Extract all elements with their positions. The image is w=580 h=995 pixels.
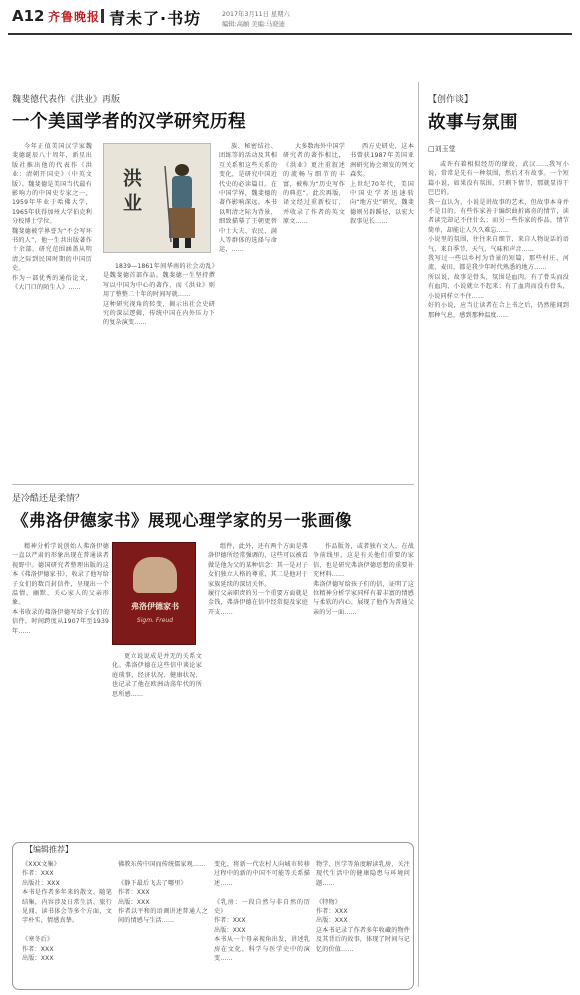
sidebar-headline: 故事与氛围 <box>428 113 518 133</box>
column-divider <box>418 82 419 987</box>
article1-col2: 1839—1861年间华南的社会动乱》是魏斐德首部作品。魏斐德一生坚持撰写以中国为中心的著作，而《洪业》则用了整整二十年的时间写就…… 这种研究视角的转变，揭示出社会史研究的深层逻辑，传统中国在内外压力下的复杂演变…… <box>103 263 215 327</box>
date-line: 2017年3月11日 星期六 <box>222 11 290 18</box>
article2-col2: 更立说说成是并无的关系文化。弗洛伊德在这些信中谈论家庭琐事、经济状况、健康状况，也记录了他在欧洲动荡年代的所思所感…… <box>112 653 202 698</box>
article1-col5: 西方史研史，这本书曾获1987年美国亚洲研究协会颁发的列文森奖。 上世纪70年代，美国中国史学者迅速转向“地方史”研究，魏斐德则另辟蹊径，以宏大叙事见长…… <box>350 143 414 226</box>
article2-kicker: 是冷酷还是柔情？ <box>12 494 85 504</box>
article2-col1: 精神分析学说创始人弗洛伊德一直以严肃的形象出现在普通读者视野中。德国研究者整理出版的这本《弗洛伊德家书》，收录了他写给子女们的数百封信件，呈现出一个温情、幽默、关心家人的父亲形象。 本书收录的弗洛伊德写给子女们的信件，时间跨度从1907年至1939年…… <box>12 543 109 635</box>
warrior-illustration <box>159 160 205 250</box>
section-title: 青未了·书坊 <box>109 9 202 28</box>
page-code: A12 <box>12 7 45 25</box>
header-rule <box>8 33 572 35</box>
cover-title-text: 弗洛伊德家书 <box>131 602 179 611</box>
section-rule-1 <box>12 484 414 485</box>
article2-col4: 作品版务，或者独有文人，在战争前线里，这是有关他们重要的家信，也是研究弗洛伊德思想的重要补充材料…… 弗洛伊德写给孩子们的信，证明了这位精神分析学家同样有着丰富的情感与柔软的内心，展现了他作为普通父亲的另一面…… <box>313 543 414 616</box>
book-recommend-col4: 物学、医学等角度解读乳房，关注现代生活中的健康隐患与环境问题…… 《特物》 作者：XXX 出版：XXX 这本书记录了作者多年收藏的物件及其背后的故事，体现了时间与记忆的价值…… <box>316 861 410 953</box>
portrait-image <box>133 557 177 593</box>
staff-line: 编辑:高頔 美编:马晓迪 <box>222 21 285 28</box>
header-divider <box>101 9 104 23</box>
book-cover-freud <box>112 542 196 645</box>
sidebar-author: □刘玉堂 <box>428 145 456 153</box>
article1-kicker: 魏斐德代表作《洪业》再版 <box>12 95 121 105</box>
book-cover-hongye <box>103 143 211 253</box>
article1-col4: 大多数海外中国学研究者的著作相比，《洪业》更注重叙述的流畅与细节的丰富，被称为“历史写作的典范”。此次再版，译文经过重新校订，并收录了作者的英文原文…… <box>283 143 345 226</box>
book-recommend-col1: 《XXX文集》 作者：XXX 出版社：XXX 本书是作者多年来的散文、随笔结集，内容涉及日常生活、旅行见闻、读书体会等多个方面，文字朴实，情感真挚。 《寒冬后》 作者：XXX 出版：XXX <box>22 861 112 963</box>
cover-signature: Sigm. Freud <box>136 617 174 624</box>
sidebar-body: 或许有着相似经历的缘故，武汉……我写小说，常常是先有一种氛围，然后才有故事。一个短篇小说，如果没有氛围，只剩下情节，那就显得干巴巴的。 我一直认为，小说是讲故事的艺术，但故事本身并不是目的。有些作家善于编织曲折离奇的情节，读者读完却记不住什么；而另一些作家的作品，情节简单，却能让人久久难忘…… 小说里的氛围，往往来自细节，来自人物说话的语气、来自季节、天气、气味和声音…… 我写过一些以乡村为背景的短篇，那些村庄、河流、麦田，都是我少年时代熟悉的地方…… 所以说，故事是骨头，氛围是血肉。有了骨头而没有血肉，小说就立不起来；有了血肉而没有骨头，小说同样立不住…… 好的小说，应当让读者在合上书之后，仍然能闻到那种气息，感到那种温度…… <box>428 161 569 319</box>
cover-title-text: 洪业 <box>120 168 142 218</box>
article2-col3: 组件，此外，还有两个方面是弗洛伊德所经常强调的，这些可以被看做是他为父的某种信念：其一是对子女们独立人格的尊重，其二是他对于家族延续的深切关怀。 履行父亲职责的另一个重要方面就是金钱，弗洛伊德在信中经常提及家庭开支…… <box>208 543 308 616</box>
article1-headline: 一个美国学者的汉学研究历程 <box>12 112 246 132</box>
book-recommend-label: 【编辑推荐】 <box>22 844 76 855</box>
article1-col3b <box>218 262 278 474</box>
article1-col1: 今年正值美国汉学家魏斐德诞辰八十周年，新星出版社推出他的代表作《洪业：清朝开国史》（中英文版）。魏斐德是美国当代最有影响力的中国史专家之一，1959年毕业于哈佛大学，1965年获得加州大学伯克利分校博士学位。 魏斐德被学界誉为“不会写坏书的人”，他一生共出版著作十余部，研究范围涵盖从明清之际到民国时期的中国历史。 作为一部优秀的通俗论文，《大门口的陌生人》…… <box>12 143 92 292</box>
sidebar-tag: 【创作谈】 <box>428 95 474 105</box>
book-recommend-col3: 变化，将新一代农村人向城市转移过程中的新的中国不可能等关系描述…… 《乳房：一段自然与非自然的历史》 作者：XXX 出版：XXX 本书从一个母亲视角出发，讲述乳房在文化、科学与医学史中的演变…… <box>214 861 310 963</box>
book-recommend-col2: 佛教东传中国而传统儒家观…… 《静下最后飞去了哪里》 作者：XXX 出版：XXX 作者以平和的语调讲述普通人之间的情感与生活…… <box>118 861 208 925</box>
article1-col3: 族、秘密结社、团练等的活动及其相互关系和这些关系的变化，是研究中国近代史的必读篇目。在中国学界，魏斐德的著作影响深远。本书以明清之际为背景，细致描摹了王朝更替中士大夫、农民、满人等群体的选择与命运，…… <box>219 143 277 254</box>
newspaper-name: 齐鲁晚报 <box>48 10 101 24</box>
article2-headline: 《弗洛伊德家书》展现心理学家的另一张画像 <box>12 511 352 530</box>
